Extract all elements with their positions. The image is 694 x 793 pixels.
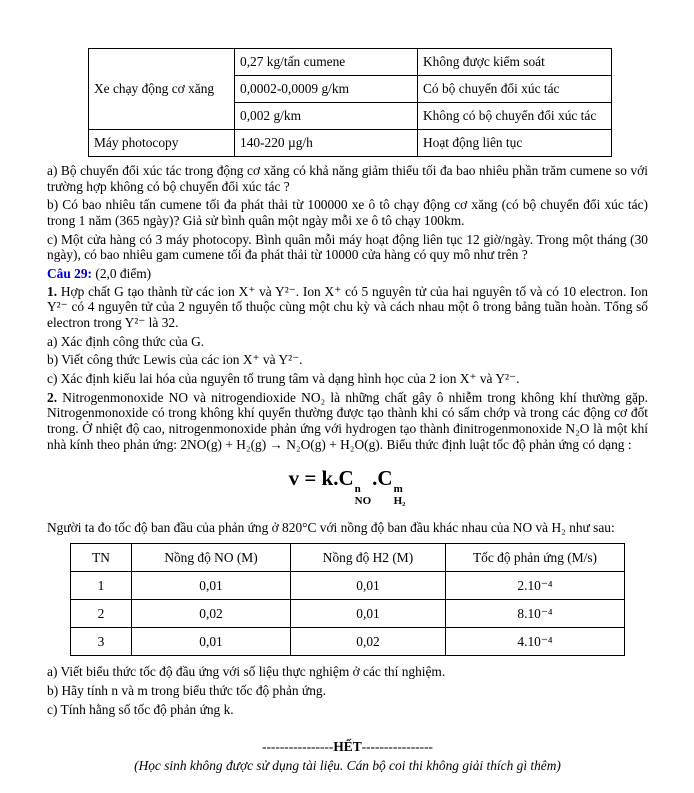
cell-no-conc: 0,01 (132, 572, 291, 600)
table-cell-rate: 0,0002-0,0009 g/km (235, 76, 418, 103)
table-cell-rate: 0,27 kg/tấn cumene (235, 49, 418, 76)
table-cell-source-photocopier: Máy photocopy (89, 130, 235, 157)
table-row (71, 572, 625, 600)
end-marker (47, 739, 648, 755)
question-29-heading (47, 266, 648, 282)
measurement-intro: Người ta đo tốc độ ban đầu của phản ứng ở 820°C với nồng độ ban đầu khác nhau của NO và H₂ như sau: (47, 519, 615, 535)
cell-h2-conc: 0,01 (291, 600, 446, 628)
table-cell-condition: Không có bộ chuyển đổi xúc tác (418, 103, 612, 130)
formula-scripts-h2 (394, 484, 406, 507)
question-28a: a) Bộ chuyển đổi xúc tác trong động cơ xăng có khả năng giảm thiểu tối đa bao nhiêu phần trăm cumene so với trường hợp không có bộ chuyển đổi xúc tác ? (47, 163, 648, 194)
formula-prefix: v = k. (288, 466, 339, 491)
table-row (71, 628, 625, 656)
cell-no-conc: 0,02 (132, 600, 291, 628)
experiment-table (70, 543, 625, 656)
part2-text: Nitrogenmonoxide NO và nitrogendioxide NO₂ là những chất gây ô nhiễm trong không khí thường gặp. Nitrogenmonoxide có trong không khí quyển thường được tạo thành khi có sấm chớp và trong các động cơ đốt trong. Ở nhiệt độ cao, nitrogenmonoxide phản ứng với hydrogen tạo thành đinitrogenmonoxide N₂O là một khí nhà kính theo phản ứng: 2NO(g) + H₂(g) → N₂O(g) + H₂O(g). Biểu thức định luật tốc độ phản ứng có dạng : (47, 389, 648, 452)
table-row (71, 600, 625, 628)
table-cell-condition: Hoạt động liên tục (418, 130, 612, 157)
question-29-part1-intro (47, 284, 648, 331)
question-29-part2-intro (47, 390, 648, 453)
footer-note: (Học sinh không được sử dụng tài liệu. Cán bộ coi thi không giải thích gì thêm) (134, 757, 561, 773)
question-29-1c: c) Xác định kiểu lai hóa của nguyên tố trung tâm và dạng hình học của 2 ion X⁺ và Y²⁻. (47, 371, 520, 387)
formula-exponent-n: n (354, 483, 361, 496)
end-dashes-left: ---------------- (262, 739, 334, 755)
question-29-2b: b) Hãy tính n và m trong biểu thức tốc độ phản ứng. (47, 682, 326, 698)
cell-rate: 8.10⁻⁴ (446, 600, 625, 628)
formula-subscript-h2: H₂ (393, 494, 406, 507)
table-header-row (71, 544, 625, 572)
header-tn: TN (71, 544, 132, 572)
formula-subscript-no: NO (354, 494, 372, 507)
table-cell-source-gasoline-car: Xe chạy động cơ xăng (89, 49, 235, 130)
formula-concentration-symbol: C (338, 466, 354, 491)
cell-h2-conc: 0,01 (291, 572, 446, 600)
question-29-1a: a) Xác định công thức của G. (47, 333, 205, 349)
cell-tn: 3 (71, 628, 132, 656)
end-dashes-right: ---------------- (361, 739, 433, 755)
end-label: HẾT (333, 739, 362, 755)
header-rate: Tốc độ phản ứng (M/s) (446, 544, 625, 572)
rate-law-formula (47, 466, 648, 507)
part2-number: 2. (47, 389, 58, 405)
cell-no-conc: 0,01 (132, 628, 291, 656)
emission-source-table (88, 48, 612, 157)
cell-h2-conc: 0,02 (291, 628, 446, 656)
question-29-2c: c) Tính hằng số tốc độ phản ứng k. (47, 701, 234, 717)
table-row (89, 49, 612, 76)
question-29-2a: a) Viết biểu thức tốc độ đầu ứng với số liệu thực nghiệm ở các thí nghiệm. (47, 664, 446, 680)
formula-scripts-no (355, 484, 372, 507)
part1-text: Hợp chất G tạo thành từ các ion X⁺ và Y²⁻. Ion X⁺ có 5 nguyên tử của hai nguyên tố và có 10 electron. Ion Y²⁻ có 4 nguyên tử của 2 nguyên tố thuộc cùng một chu kỳ và cách nhau một ô trong bảng tuần hoàn. Tổng số electron trong Y²⁻ là 32. (47, 283, 648, 331)
question-28c: c) Một cửa hàng có 3 máy photocopy. Bình quân mỗi máy hoạt động liên tục 12 giờ/ngày. Trong một tháng (30 ngày), có bao nhiêu gam cumene tối đa phát thải từ 10000 cửa hàng có quy mô như trên ? (47, 231, 648, 263)
table-row (89, 130, 612, 157)
question-28b: b) Có bao nhiêu tấn cumene tối đa phát thải từ 100000 xe ô tô chạy động cơ xăng (có bộ chuyển đổi xúc tác) trong 1 năm (365 ngày)? Giả sử bình quân một ngày mỗi xe ô tô chạy 100km. (47, 197, 648, 229)
cell-rate: 2.10⁻⁴ (446, 572, 625, 600)
table-cell-condition: Không được kiểm soát (418, 49, 612, 76)
question-29-points: (2,0 điểm) (92, 266, 152, 282)
table-cell-rate: 0,002 g/km (235, 103, 418, 130)
cell-tn: 1 (71, 572, 132, 600)
cell-rate: 4.10⁻⁴ (446, 628, 625, 656)
question-29-label: Câu 29: (47, 266, 93, 282)
question-29-1b: b) Viết công thức Lewis của các ion X⁺ và Y²⁻. (47, 352, 303, 368)
part1-number: 1. (47, 283, 58, 299)
table-cell-rate: 140-220 µg/h (235, 130, 418, 157)
table-cell-condition: Có bộ chuyển đổi xúc tác (418, 76, 612, 103)
cell-tn: 2 (71, 600, 132, 628)
formula-dot: . (372, 466, 378, 491)
header-no-conc: Nồng độ NO (M) (132, 544, 291, 572)
formula-concentration-symbol: C (377, 466, 393, 491)
header-h2-conc: Nồng độ H2 (M) (291, 544, 446, 572)
formula-exponent-m: m (393, 483, 403, 496)
